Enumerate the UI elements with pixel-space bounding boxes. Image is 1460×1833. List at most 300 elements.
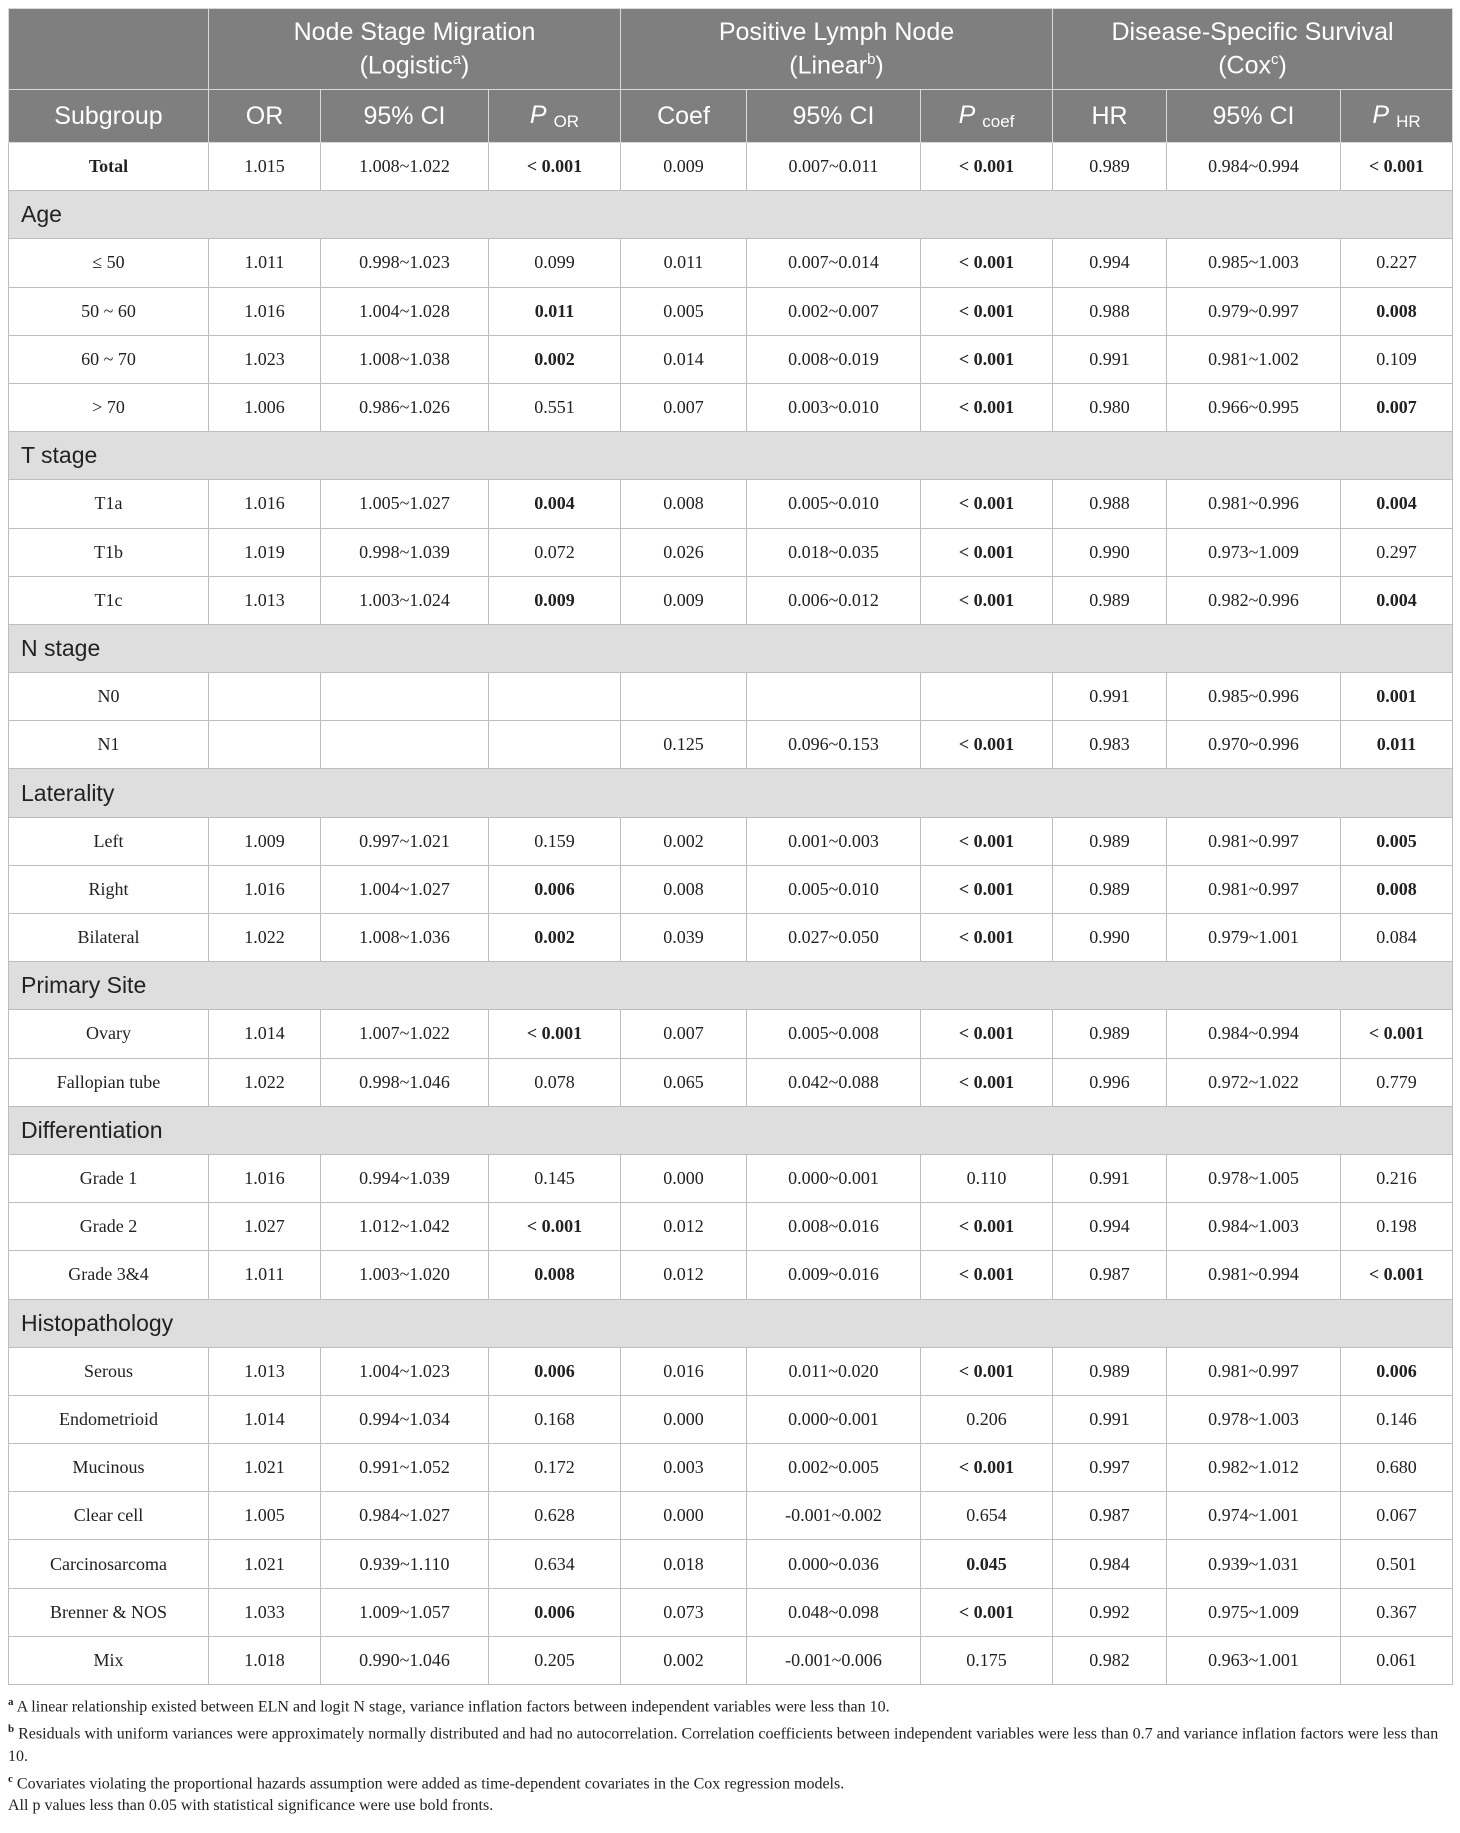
- footnote: [8, 1691, 1452, 1718]
- table-cell: 0.680: [1341, 1444, 1453, 1492]
- table-row: [9, 239, 1453, 287]
- table-cell: 0.990: [1053, 528, 1167, 576]
- table-cell: 0.005: [1341, 817, 1453, 865]
- table-cell: < 0.001: [1341, 143, 1453, 191]
- table-cell: 0.110: [921, 1154, 1053, 1202]
- table-cell: 0.007: [1341, 383, 1453, 431]
- row-label: T1a: [9, 480, 209, 528]
- table-cell: 0.978~1.003: [1167, 1395, 1341, 1443]
- table-cell: 0.206: [921, 1395, 1053, 1443]
- table-cell: < 0.001: [921, 335, 1053, 383]
- table-cell: < 0.001: [921, 1251, 1053, 1299]
- row-label: Fallopian tube: [9, 1058, 209, 1106]
- section-label: T stage: [9, 432, 1453, 480]
- table-cell: 0.978~1.005: [1167, 1154, 1341, 1202]
- table-cell: 0.004: [489, 480, 621, 528]
- table-cell: 0.216: [1341, 1154, 1453, 1202]
- table-cell: < 0.001: [921, 1203, 1053, 1251]
- table-cell: 0.997: [1053, 1444, 1167, 1492]
- table-cell: [747, 673, 921, 721]
- table-cell: < 0.001: [921, 528, 1053, 576]
- row-label: Bilateral: [9, 914, 209, 962]
- table-cell: 0.048~0.098: [747, 1588, 921, 1636]
- table-cell: 0.994~1.039: [321, 1154, 489, 1202]
- table-cell: 0.008~0.016: [747, 1203, 921, 1251]
- table-row: [9, 865, 1453, 913]
- table-cell: 0.005: [621, 287, 747, 335]
- table-cell: 0.000: [621, 1395, 747, 1443]
- table-cell: 1.005: [209, 1492, 321, 1540]
- row-label: T1c: [9, 576, 209, 624]
- table-cell: 1.004~1.028: [321, 287, 489, 335]
- table-cell: 0.003~0.010: [747, 383, 921, 431]
- table-cell: 0.012: [621, 1203, 747, 1251]
- table-cell: 0.002~0.005: [747, 1444, 921, 1492]
- table-cell: 0.109: [1341, 335, 1453, 383]
- table-cell: < 0.001: [921, 914, 1053, 962]
- table-row: [9, 817, 1453, 865]
- table-cell: 0.994: [1053, 239, 1167, 287]
- table-row: [9, 1347, 1453, 1395]
- table-cell: 0.992: [1053, 1588, 1167, 1636]
- table-cell: 0.367: [1341, 1588, 1453, 1636]
- table-cell: -0.001~0.006: [747, 1636, 921, 1684]
- table-cell: 0.998~1.039: [321, 528, 489, 576]
- table-cell: < 0.001: [921, 383, 1053, 431]
- row-label: N0: [9, 673, 209, 721]
- table-cell: < 0.001: [921, 1588, 1053, 1636]
- table-cell: 1.014: [209, 1395, 321, 1443]
- table-cell: 0.005~0.008: [747, 1010, 921, 1058]
- table-cell: 0.966~0.995: [1167, 383, 1341, 431]
- table-cell: 0.990~1.046: [321, 1636, 489, 1684]
- table-cell: 1.033: [209, 1588, 321, 1636]
- table-cell: 0.006: [489, 865, 621, 913]
- table-cell: 1.004~1.027: [321, 865, 489, 913]
- table-cell: 0.011~0.020: [747, 1347, 921, 1395]
- section-label: Age: [9, 191, 1453, 239]
- footnote-mark: a: [8, 1696, 14, 1708]
- table-cell: [489, 673, 621, 721]
- row-label: Clear cell: [9, 1492, 209, 1540]
- table-cell: 0.984~1.027: [321, 1492, 489, 1540]
- table-cell: 0.984~0.994: [1167, 1010, 1341, 1058]
- table-cell: 0.227: [1341, 239, 1453, 287]
- table-row: [9, 383, 1453, 431]
- section-label: Differentiation: [9, 1106, 1453, 1154]
- table-cell: < 0.001: [921, 1010, 1053, 1058]
- row-label: Grade 1: [9, 1154, 209, 1202]
- col-coef: Coef: [621, 90, 747, 143]
- table-cell: 1.011: [209, 1251, 321, 1299]
- footnote-text: Covariates violating the proportional hazards assumption were added as time-dependent covariates in the Cox regression models.: [16, 1774, 845, 1792]
- table-row: [9, 1444, 1453, 1492]
- table-cell: 0.014: [621, 335, 747, 383]
- table-row: [9, 1588, 1453, 1636]
- table-cell: 0.007~0.014: [747, 239, 921, 287]
- table-cell: 0.979~0.997: [1167, 287, 1341, 335]
- table-cell: 0.551: [489, 383, 621, 431]
- table-cell: 0.986~1.026: [321, 383, 489, 431]
- table-cell: 0.987: [1053, 1492, 1167, 1540]
- group-header-line1: Positive Lymph Node: [718, 18, 955, 47]
- row-label: Left: [9, 817, 209, 865]
- table-cell: 1.021: [209, 1540, 321, 1588]
- table-cell: 0.001: [1341, 673, 1453, 721]
- row-label: Total: [9, 143, 209, 191]
- table-cell: 0.997~1.021: [321, 817, 489, 865]
- footnote: [8, 1718, 1452, 1767]
- table-cell: 0.002~0.007: [747, 287, 921, 335]
- row-label: T1b: [9, 528, 209, 576]
- section-label: Primary Site: [9, 962, 1453, 1010]
- table-cell: 1.009~1.057: [321, 1588, 489, 1636]
- table-cell: 0.988: [1053, 287, 1167, 335]
- table-cell: 0.981~1.002: [1167, 335, 1341, 383]
- table-cell: 0.159: [489, 817, 621, 865]
- footnote-mark: c: [1271, 51, 1279, 69]
- row-label: Serous: [9, 1347, 209, 1395]
- table-cell: 0.009~0.016: [747, 1251, 921, 1299]
- table-cell: 0.008: [1341, 287, 1453, 335]
- table-cell: < 0.001: [921, 1058, 1053, 1106]
- table-cell: 0.005~0.010: [747, 480, 921, 528]
- table-cell: 0.000~0.036: [747, 1540, 921, 1588]
- table-cell: 1.008~1.036: [321, 914, 489, 962]
- table-cell: 0.985~1.003: [1167, 239, 1341, 287]
- col-ci-coef: 95% CI: [747, 90, 921, 143]
- results-table-container: [8, 8, 1452, 1817]
- col-p-hr: [1341, 90, 1453, 143]
- table-cell: 1.011: [209, 239, 321, 287]
- table-cell: 0.980: [1053, 383, 1167, 431]
- group-header-node-stage: [209, 9, 621, 90]
- table-cell: 0.939~1.110: [321, 1540, 489, 1588]
- row-label: N1: [9, 721, 209, 769]
- table-cell: 0.974~1.001: [1167, 1492, 1341, 1540]
- table-cell: 0.000~0.001: [747, 1395, 921, 1443]
- table-row: [9, 1058, 1453, 1106]
- subgroup-analysis-table: [8, 8, 1453, 1685]
- table-cell: 1.009: [209, 817, 321, 865]
- paren-close: ): [875, 51, 884, 80]
- table-cell: 1.006: [209, 383, 321, 431]
- table-cell: 0.987: [1053, 1251, 1167, 1299]
- table-row: [9, 576, 1453, 624]
- table-cell: < 0.001: [921, 287, 1053, 335]
- table-row: [9, 287, 1453, 335]
- table-cell: 0.067: [1341, 1492, 1453, 1540]
- group-header-line1: Node Stage Migration: [293, 18, 536, 47]
- table-cell: 0.008: [621, 865, 747, 913]
- table-cell: -0.001~0.002: [747, 1492, 921, 1540]
- table-cell: 0.004: [1341, 576, 1453, 624]
- col-hr: HR: [1053, 90, 1167, 143]
- table-cell: 0.989: [1053, 817, 1167, 865]
- table-cell: < 0.001: [921, 721, 1053, 769]
- table-cell: 0.072: [489, 528, 621, 576]
- table-cell: 0.988: [1053, 480, 1167, 528]
- table-cell: 0.984~1.003: [1167, 1203, 1341, 1251]
- p-subscript: HR: [1396, 111, 1421, 131]
- table-cell: 0.008~0.019: [747, 335, 921, 383]
- table-cell: 0.011: [489, 287, 621, 335]
- footnote: [8, 1768, 1452, 1795]
- table-cell: 0.018: [621, 1540, 747, 1588]
- table-cell: < 0.001: [921, 239, 1053, 287]
- section-row: [9, 432, 1453, 480]
- table-row: [9, 673, 1453, 721]
- table-cell: [321, 673, 489, 721]
- footnote-text: Residuals with uniform variances were approximately normally distributed and had no autocorrelation. Correlation coefficients between independent variables were less than 0.7 and variance inflation factors were less than 10.: [8, 1725, 1439, 1765]
- section-row: [9, 1299, 1453, 1347]
- table-cell: 0.982: [1053, 1636, 1167, 1684]
- row-label: ≤ 50: [9, 239, 209, 287]
- table-cell: 0.981~0.994: [1167, 1251, 1341, 1299]
- table-cell: 0.007~0.011: [747, 143, 921, 191]
- table-cell: 0.998~1.023: [321, 239, 489, 287]
- table-cell: 0.991: [1053, 1395, 1167, 1443]
- table-cell: 0.205: [489, 1636, 621, 1684]
- footnote-mark: a: [452, 51, 462, 69]
- table-cell: 0.982~0.996: [1167, 576, 1341, 624]
- table-cell: 1.013: [209, 1347, 321, 1395]
- footnote: [8, 1795, 1452, 1817]
- table-cell: 0.006: [489, 1588, 621, 1636]
- group-header-model: (Cox: [1218, 51, 1271, 80]
- paren-close: ): [461, 51, 470, 80]
- column-header-row: [9, 90, 1453, 143]
- table-cell: 0.000~0.001: [747, 1154, 921, 1202]
- col-ci-or: 95% CI: [321, 90, 489, 143]
- table-cell: 0.012: [621, 1251, 747, 1299]
- table-cell: 0.096~0.153: [747, 721, 921, 769]
- table-cell: 0.001~0.003: [747, 817, 921, 865]
- table-cell: 0.009: [621, 143, 747, 191]
- table-row: [9, 1492, 1453, 1540]
- p-subscript: coef: [982, 111, 1015, 131]
- header-blank: [9, 9, 209, 90]
- table-cell: < 0.001: [489, 143, 621, 191]
- table-cell: 0.981~0.997: [1167, 817, 1341, 865]
- table-cell: 0.998~1.046: [321, 1058, 489, 1106]
- row-label: Mucinous: [9, 1444, 209, 1492]
- row-label: Mix: [9, 1636, 209, 1684]
- table-cell: 1.005~1.027: [321, 480, 489, 528]
- row-label: 50 ~ 60: [9, 287, 209, 335]
- p-subscript: OR: [553, 111, 580, 131]
- table-cell: 0.003: [621, 1444, 747, 1492]
- table-cell: 0.011: [1341, 721, 1453, 769]
- footnote-mark: b: [867, 51, 876, 69]
- table-cell: 0.989: [1053, 576, 1167, 624]
- table-cell: [209, 721, 321, 769]
- table-cell: [209, 673, 321, 721]
- table-cell: 0.628: [489, 1492, 621, 1540]
- table-cell: 1.014: [209, 1010, 321, 1058]
- table-cell: 1.022: [209, 1058, 321, 1106]
- table-row: [9, 1203, 1453, 1251]
- table-cell: 1.019: [209, 528, 321, 576]
- table-cell: 0.996: [1053, 1058, 1167, 1106]
- table-row: [9, 1636, 1453, 1684]
- table-cell: 0.975~1.009: [1167, 1588, 1341, 1636]
- table-cell: 0.973~1.009: [1167, 528, 1341, 576]
- table-cell: 0.963~1.001: [1167, 1636, 1341, 1684]
- col-subgroup: Subgroup: [9, 90, 209, 143]
- table-cell: 1.012~1.042: [321, 1203, 489, 1251]
- table-cell: 0.991~1.052: [321, 1444, 489, 1492]
- table-row: [9, 1540, 1453, 1588]
- table-cell: 0.989: [1053, 143, 1167, 191]
- footnote-text: All p values less than 0.05 with statistical significance were use bold fronts.: [8, 1796, 494, 1814]
- table-cell: 0.981~0.997: [1167, 1347, 1341, 1395]
- row-label: 60 ~ 70: [9, 335, 209, 383]
- section-row: [9, 962, 1453, 1010]
- col-ci-hr: 95% CI: [1167, 90, 1341, 143]
- table-cell: 0.989: [1053, 1010, 1167, 1058]
- footnote-mark: b: [8, 1723, 15, 1736]
- table-row: [9, 143, 1453, 191]
- group-header-disease-specific-survival: [1053, 9, 1453, 90]
- table-cell: 0.981~0.996: [1167, 480, 1341, 528]
- table-cell: 0.008: [489, 1251, 621, 1299]
- table-cell: 1.007~1.022: [321, 1010, 489, 1058]
- table-cell: 0.011: [621, 239, 747, 287]
- table-cell: < 0.001: [1341, 1251, 1453, 1299]
- table-cell: 0.009: [621, 576, 747, 624]
- table-cell: 0.168: [489, 1395, 621, 1443]
- section-label: Laterality: [9, 769, 1453, 817]
- table-cell: 0.939~1.031: [1167, 1540, 1341, 1588]
- table-cell: 1.016: [209, 480, 321, 528]
- table-row: [9, 1010, 1453, 1058]
- table-cell: < 0.001: [921, 576, 1053, 624]
- table-cell: 1.013: [209, 576, 321, 624]
- table-cell: 1.023: [209, 335, 321, 383]
- table-cell: 0.026: [621, 528, 747, 576]
- table-cell: 1.004~1.023: [321, 1347, 489, 1395]
- group-header-positive-lymph-node: [621, 9, 1053, 90]
- table-cell: 0.654: [921, 1492, 1053, 1540]
- table-cell: 0.983: [1053, 721, 1167, 769]
- table-cell: 0.000: [621, 1154, 747, 1202]
- table-cell: 1.022: [209, 914, 321, 962]
- table-cell: 0.125: [621, 721, 747, 769]
- table-cell: < 0.001: [489, 1010, 621, 1058]
- table-cell: 0.042~0.088: [747, 1058, 921, 1106]
- table-cell: 1.016: [209, 865, 321, 913]
- group-header-model: (Linear: [789, 51, 868, 80]
- table-cell: 1.008~1.038: [321, 335, 489, 383]
- table-cell: 0.002: [489, 914, 621, 962]
- table-cell: < 0.001: [921, 1444, 1053, 1492]
- group-header-line1: Disease-Specific Survival: [1111, 18, 1394, 47]
- table-cell: [321, 721, 489, 769]
- table-cell: 0.002: [621, 1636, 747, 1684]
- row-label: Grade 2: [9, 1203, 209, 1251]
- table-cell: 0.979~1.001: [1167, 914, 1341, 962]
- table-cell: 0.146: [1341, 1395, 1453, 1443]
- table-cell: < 0.001: [921, 143, 1053, 191]
- table-cell: 0.099: [489, 239, 621, 287]
- row-label: Ovary: [9, 1010, 209, 1058]
- table-cell: 0.018~0.035: [747, 528, 921, 576]
- table-cell: 1.016: [209, 287, 321, 335]
- table-cell: 0.006~0.012: [747, 576, 921, 624]
- table-cell: [921, 673, 1053, 721]
- table-cell: 0.006: [489, 1347, 621, 1395]
- table-cell: 0.990: [1053, 914, 1167, 962]
- table-cell: 0.005~0.010: [747, 865, 921, 913]
- table-cell: 1.018: [209, 1636, 321, 1684]
- table-cell: 0.970~0.996: [1167, 721, 1341, 769]
- section-row: [9, 624, 1453, 672]
- table-cell: 0.985~0.996: [1167, 673, 1341, 721]
- table-cell: [621, 673, 747, 721]
- table-row: [9, 480, 1453, 528]
- table-cell: 0.078: [489, 1058, 621, 1106]
- table-cell: 0.172: [489, 1444, 621, 1492]
- table-row: [9, 335, 1453, 383]
- col-p-or: [489, 90, 621, 143]
- table-row: [9, 1154, 1453, 1202]
- row-label: Carcinosarcoma: [9, 1540, 209, 1588]
- table-cell: 0.994: [1053, 1203, 1167, 1251]
- table-cell: 0.045: [921, 1540, 1053, 1588]
- p-symbol: P: [958, 100, 976, 129]
- table-cell: 0.779: [1341, 1058, 1453, 1106]
- col-or: OR: [209, 90, 321, 143]
- table-cell: 0.981~0.997: [1167, 865, 1341, 913]
- table-cell: < 0.001: [921, 1347, 1053, 1395]
- row-label: Right: [9, 865, 209, 913]
- table-cell: 0.084: [1341, 914, 1453, 962]
- row-label: Brenner & NOS: [9, 1588, 209, 1636]
- table-cell: < 0.001: [921, 865, 1053, 913]
- table-cell: 0.027~0.050: [747, 914, 921, 962]
- section-row: [9, 191, 1453, 239]
- table-cell: 0.006: [1341, 1347, 1453, 1395]
- section-label: Histopathology: [9, 1299, 1453, 1347]
- table-cell: 0.002: [489, 335, 621, 383]
- section-row: [9, 1106, 1453, 1154]
- table-body: [9, 143, 1453, 1685]
- footnotes: [8, 1691, 1452, 1817]
- table-cell: 1.003~1.024: [321, 576, 489, 624]
- section-row: [9, 769, 1453, 817]
- table-cell: 0.991: [1053, 673, 1167, 721]
- table-cell: 1.003~1.020: [321, 1251, 489, 1299]
- table-cell: 0.004: [1341, 480, 1453, 528]
- table-cell: 1.027: [209, 1203, 321, 1251]
- footnote-mark: c: [8, 1772, 13, 1785]
- table-cell: 0.007: [621, 1010, 747, 1058]
- paren-close: ): [1278, 51, 1287, 80]
- row-label: Grade 3&4: [9, 1251, 209, 1299]
- table-cell: 0.984: [1053, 1540, 1167, 1588]
- section-label: N stage: [9, 624, 1453, 672]
- table-cell: 0.009: [489, 576, 621, 624]
- table-cell: 0.297: [1341, 528, 1453, 576]
- table-cell: 0.994~1.034: [321, 1395, 489, 1443]
- table-cell: 0.008: [621, 480, 747, 528]
- table-cell: 0.016: [621, 1347, 747, 1395]
- footnote-text: A linear relationship existed between ELN and logit N stage, variance inflation factors between independent variables were less than 10.: [16, 1698, 890, 1716]
- table-cell: 1.008~1.022: [321, 143, 489, 191]
- table-cell: 0.175: [921, 1636, 1053, 1684]
- table-cell: 0.972~1.022: [1167, 1058, 1341, 1106]
